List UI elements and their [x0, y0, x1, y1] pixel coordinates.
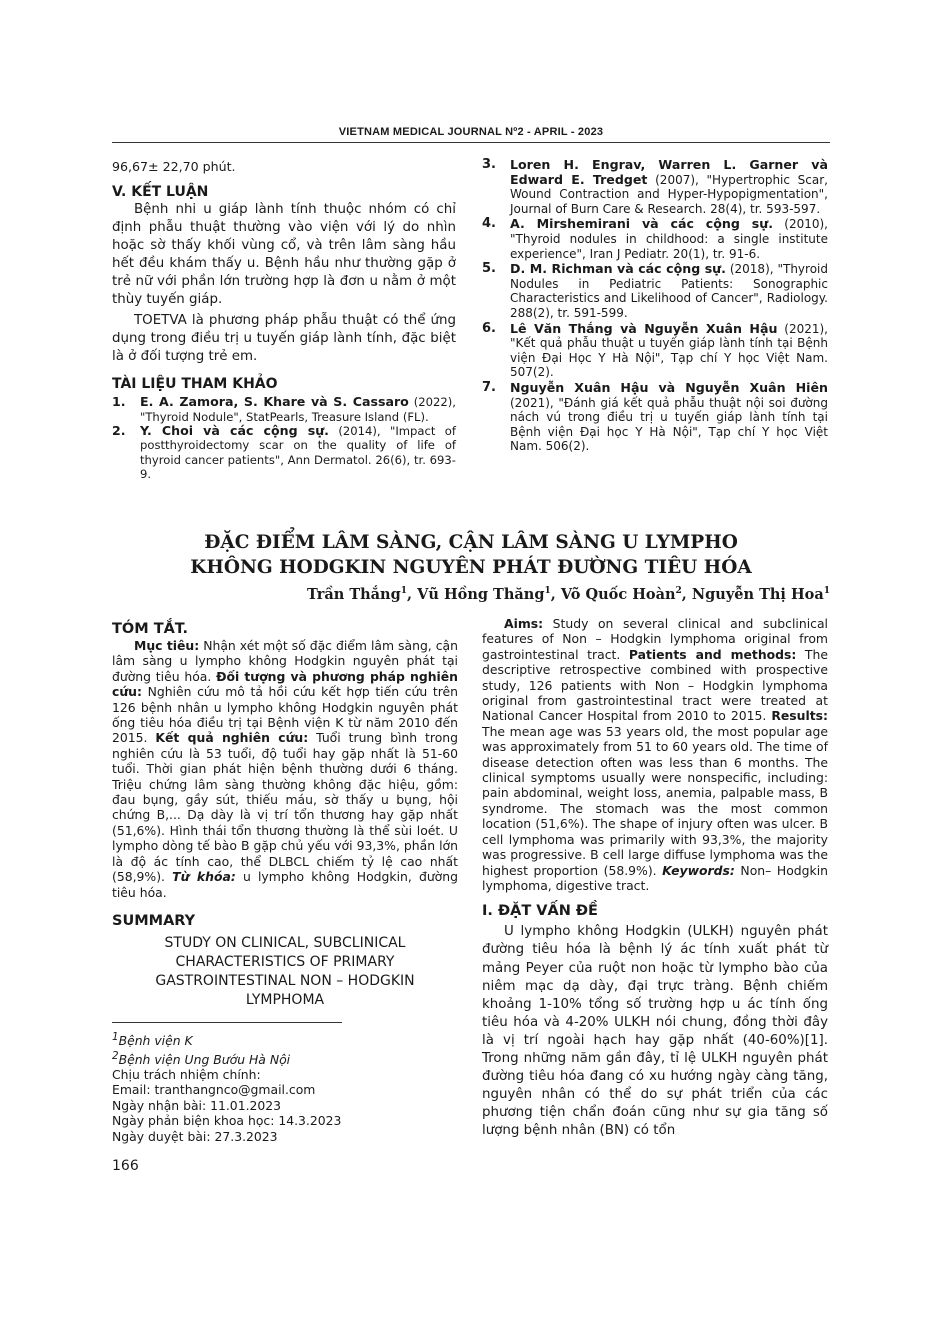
intro-heading: I. ĐẶT VẤN ĐỀ [482, 903, 598, 920]
conclusion-paragraph-1: Bệnh nhi u giáp lành tính thuộc nhóm có chỉ định phẫu thuật thường vào viện với lý do nhìn hoặc sờ thấy khối vùng cổ, và trên lâm sàng hầu hết đều khám thấy u. Bệnh hầu như thường gặp ở trẻ nữ với phần lớn trường hợp là đơn u nằm ở một thùy tuyến giáp. [112, 201, 456, 308]
previous-text-end: 96,67± 22,70 phút. [112, 159, 236, 174]
article-title [110, 530, 832, 580]
tomtat-heading: TÓM TẮT. [112, 621, 189, 637]
date-reviewed: Ngày phản biện khoa học: 14.3.2023 [112, 1113, 342, 1129]
running-header: VIETNAM MEDICAL JOURNAL Nº2 - APRIL - 2023 [338, 126, 604, 138]
conclusion-paragraph-2: TOETVA là phương pháp phẫu thuật có thể ứng dụng trong điều trị u tuyến giáp lành tính, đặc biệt là ở đối tượng trẻ em. [112, 313, 456, 365]
reference-item: 5. D. M. Richman và các cộng sự. (2018), "Thyroid Nodules in Pediatric Patients: Sonographic Characteristics and Likelihood of Cancer", Radiology. 288(2), tr. 591-599. [482, 261, 828, 320]
date-received: Ngày nhận bài: 11.01.2023 [112, 1097, 282, 1113]
affiliation-1: $^1$Bệnh viện K [112, 1031, 193, 1049]
author-list [307, 586, 830, 603]
reference-item: 6. Lê Văn Thắng và Nguyễn Xuân Hậu (2021), "Kết quả phẫu thuật u tuyến giáp lành tính tại Bệnh viện Đại Học Y Hà Nội", Tạp chí Y học Việt Nam. 507(2). [482, 320, 828, 380]
article-title-line-2: KHÔNG HODGKIN NGUYÊN PHÁT ĐƯỜNG TIÊU HÓA [190, 557, 752, 578]
affiliation-2: $^2$Bệnh viện Ung Bướu Hà Nội [112, 1049, 291, 1067]
abstract-en-column [482, 616, 828, 1140]
corresponding-author: Chịu trách nhiệm chính: [112, 1067, 261, 1083]
author: Nguyễn Thị Hoa$^1$ [691, 586, 830, 603]
author: Trần Thắng$^1$, [306, 586, 418, 603]
reference-item: 4. A. Mirshemirani và các cộng sự. (2010), "Thyroid nodules in childhood: a single institute experience", Iran J Pediatr. 20(1), tr. 91-6. [482, 216, 828, 261]
summary-heading: SUMMARY [112, 912, 196, 929]
header-rule [112, 142, 830, 143]
reference-list-right [482, 158, 828, 454]
email: Email: tranthangnco@gmail.com [112, 1082, 316, 1098]
page-number: 166 [112, 1158, 139, 1174]
date-accepted: Ngày duyệt bài: 27.3.2023 [112, 1128, 278, 1144]
reference-item: 3. Loren H. Engrav, Warren L. Garner và Edward E. Tredget (2007), "Hypertrophic Scar, Wound Contraction and Hyper-Hypopigmentation", Journal of Burn Care & Research. 28(4), tr. 593-597. [482, 157, 828, 216]
article-title-line-1: ĐẶC ĐIỂM LÂM SÀNG, CẬN LÂM SÀNG U LYMPHO [204, 532, 738, 553]
author: Võ Quốc Hoàn$^2$, [560, 586, 692, 603]
right-top-column [482, 158, 828, 454]
reference-list-left [112, 395, 456, 481]
footnote-rule [112, 1022, 342, 1023]
footnotes [112, 1030, 458, 1144]
abstract-vi-column [112, 620, 458, 1010]
reference-item: 7. Nguyễn Xuân Hậu và Nguyễn Xuân Hiên (2021), "Đánh giá kết quả phẫu thuật nội soi đường nách vú trong điều trị u tuyến giáp lành tính tại Bệnh viện Đại học Y Hà Nội", Tạp chí Y học Việt Nam. 506(2). [482, 379, 828, 454]
conclusion-heading: V. KẾT LUẬN [112, 183, 209, 200]
summary-title: STUDY ON CLINICAL, SUBCLINICAL CHARACTERISTICS OF PRIMARY GASTROINTESTINAL NON – HODGKIN LYMPHOMA [155, 934, 415, 1008]
reference-item: 2. Y. Choi và các cộng sự. (2014), "Impact of postthyroidectomy scar on the quality of life of thyroid cancer patients", Ann Dermatol. 26(6), tr. 693-9. [112, 423, 456, 481]
author: Vũ Hồng Thăng$^1$, [417, 586, 561, 603]
abstract-vi-text: Mục tiêu: Nhận xét một số đặc điểm lâm sàng, cận lâm sàng u lympho không Hodgkin nguyên phát tại đường tiêu hóa. Đối tượng và phương pháp nghiên cứu: Nghiên cứu mô tả hồi cứu kết hợp tiến cứu trên 126 bệnh nhân u lympho không Hodgkin nguyên phát ống tiêu hóa điều trị tại Bệnh viện K từ năm 2010 đến 2015. Kết quả nghiên cứu: Tuổi trung bình trong nghiên cứu là 53 tuổi, độ tuổi hay gặp nhất là 51-60 tuổi. Thời gian phát hiện bệnh thường dưới 6 tháng. Triệu chứng lâm sàng thường không đặc hiệu, gồm: đau bụng, gầy sút, thiếu máu, sờ thấy u bụng, hội chứng B,... Dạ dày là vị trí tổn thương hay gặp nhất (51,6%). Hình thái tổn thương thường là thể sùi loét. U lympho dòng tế bào B gặp chủ yếu với 93,3%, phần lớn là độ ác tính cao, thể DLBCL chiếm tỷ lệ cao nhất (58,9%). Từ khóa: u lympho không Hodgkin, đường tiêu hóa. [112, 638, 458, 900]
reference-item: 1. E. A. Zamora, S. Khare và S. Cassaro (2022), "Thyroid Nodule", StatPearls, Treasure Island (FL). [112, 394, 456, 424]
intro-text: U lympho không Hodgkin (ULKH) nguyên phát đường tiêu hóa là bệnh lý ác tính xuất phát từ mảng Peyer của ruột non hoặc từ lympho bào của niêm mạc dạ dày, đại trực tràng. Bệnh chiếm khoảng 1-10% tổng số trường hợp u ác tính ống tiêu hóa và 4-20% ULKH nói chung, đồng thời đây là vị trí ngoài hạch hay gặp nhất (40-60%)[1]. Trong những năm gần đây, tỉ lệ ULKH nguyên phát đường tiêu hóa đang có xu hướng ngày càng tăng, nguyên nhân có thể do sự phát triển của các phương tiện chẩn đoán cũng như sự gia tăng số lượng bệnh nhân (BN) có tổn [482, 924, 828, 1139]
abstract-en-text: Aims: Study on several clinical and subclinical features of Non – Hodgkin lymphoma original from gastrointestinal tract. Patients and methods: The descriptive retrospective combined with prospective study, 126 patients with Non – Hodgkin lymphoma original from gastrointestinal tract were treated at National Cancer Hospital from 2010 to 2015. Results: The mean age was 53 years old, the most popular age was approximately from 51 to 60 years old. The time of disease detection often was less than 6 months. The clinical symptoms usually were nonspecific, including: pain abdominal, weight loss, anemia, palpable mass, B syndrome. The stomach was the most common location (51,6%). The shape of injury often was ulcer. B cell lymphoma was primarily with 93,3%, the majority was progressive. B cell large diffuse lymphoma was the highest proportion (58.9%). Keywords: Non– Hodgkin lymphoma, digestive tract. [482, 616, 828, 893]
references-heading: TÀI LIỆU THAM KHẢO [112, 376, 278, 393]
left-top-column [112, 159, 456, 481]
